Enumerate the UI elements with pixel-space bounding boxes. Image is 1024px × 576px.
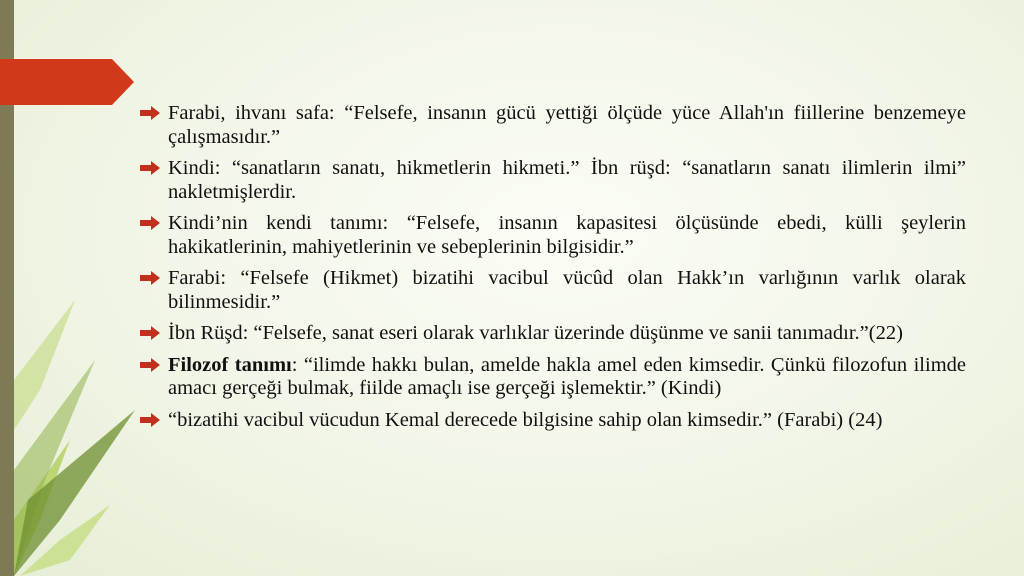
list-item-text: : “ilimde hakkı bulan, amelde hakla amel eden kimsedir. Çünkü filozofun ilimde amacı gerçeği bulmak, fiilde amaçlı ise gerçeği işlemektir.” (Kindi) [168, 353, 966, 399]
list-item-2 [140, 157, 966, 204]
list-item-7 [140, 409, 966, 433]
list-item-text: Farabi, ihvanı safa: “Felsefe, insanın gücü yettiği ölçüde yüce Allah'ın fiillerine benzemeye çalışmasıdır.” [168, 102, 966, 148]
list-item-6 [140, 354, 966, 401]
list-item-4 [140, 267, 966, 314]
list-item-5 [140, 322, 966, 346]
list-item-bold-term: Filozof tanımı [168, 353, 292, 376]
arrow-right-icon [140, 271, 160, 285]
arrow-right-icon [140, 326, 160, 340]
arrow-right-icon [140, 358, 160, 372]
list-item-3 [140, 212, 966, 259]
list-item-1 [140, 102, 966, 149]
arrow-right-icon [140, 216, 160, 230]
list-item-text: Kindi’nin kendi tanımı: “Felsefe, insanın kapasitesi ölçüsünde ebedi, külli şeylerin hakikatlerinin, mahiyetlerinin ve sebeplerinin bilgisidir.” [168, 212, 966, 258]
title-accent-tab [0, 59, 134, 105]
list-item-text: “bizatihi vacibul vücudun Kemal derecede bilgisine sahip olan kimsedir.” (Farabi) (24) [168, 408, 883, 431]
list-item-text: İbn Rüşd: “Felsefe, sanat eseri olarak varlıklar üzerinde düşünme ve sanii tanımadır.”(22) [168, 322, 903, 344]
arrow-right-icon [140, 106, 160, 120]
list-item-text: Farabi: “Felsefe (Hikmet) bizatihi vacibul vücûd olan Hakk’ın varlığının varlık olarak bilinmesidir.” [168, 267, 966, 313]
arrow-right-icon [140, 413, 160, 427]
list-item-text: Kindi: “sanatların sanatı, hikmetlerin hikmeti.” İbn rüşd: “sanatların sanatı ilimlerin ilmi” nakletmişlerdir. [168, 157, 966, 203]
bullet-list [140, 102, 966, 440]
leaf-shapes [14, 300, 135, 576]
arrow-right-icon [140, 161, 160, 175]
